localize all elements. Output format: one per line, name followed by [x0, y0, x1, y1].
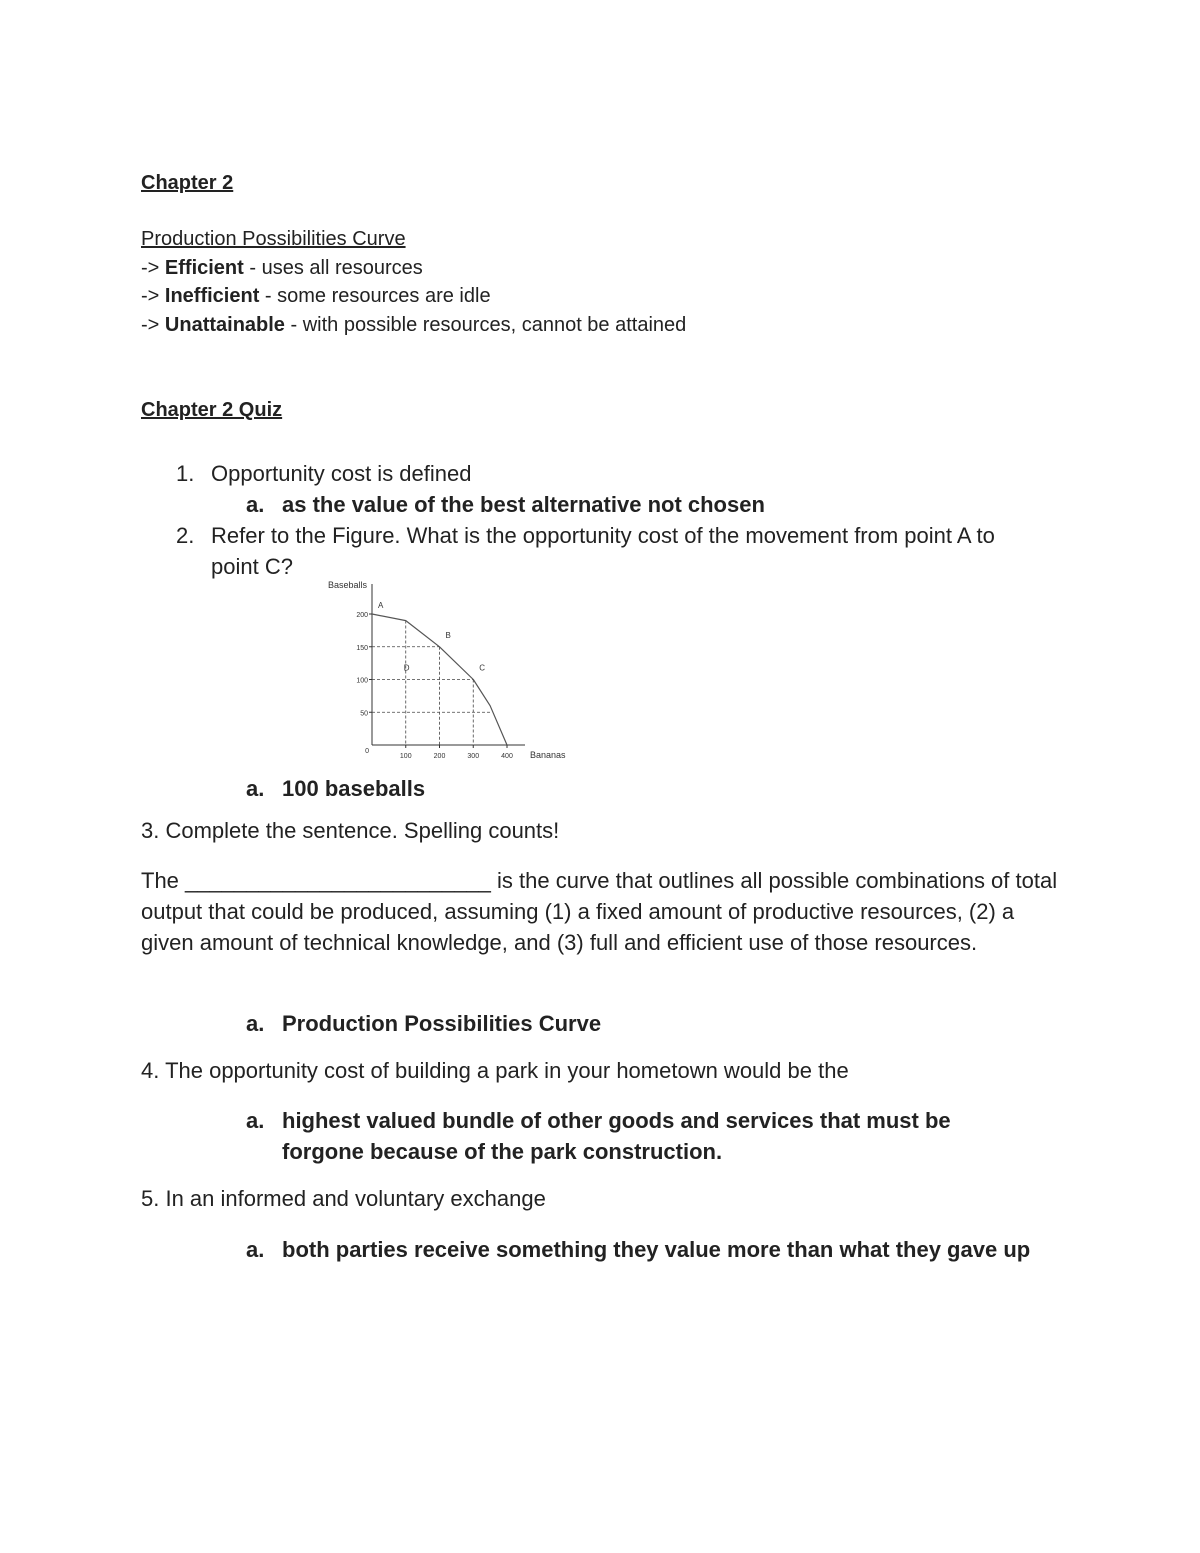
- x-tick-label: 300: [467, 753, 480, 760]
- origin-label: 0: [365, 748, 369, 755]
- quiz-title: Chapter 2 Quiz: [141, 399, 283, 421]
- chapter-title: Chapter 2: [141, 172, 234, 194]
- definition-term: Unattainable: [164, 314, 285, 336]
- x-tick-label: 100: [399, 753, 412, 760]
- y-tick-label: 50: [360, 710, 368, 718]
- question-2-number: 2.: [176, 523, 195, 548]
- y-tick-label: 200: [356, 612, 368, 619]
- ppc-chart: [320, 576, 580, 766]
- question-3-paragraph: The _________________________ is the curve that outlines all possible combinations of total output that could be produced, assuming (1) a fixed amount of productive resources, (2) a given amount of technical knowledge, and (3) full and efficient use of those resources.: [141, 868, 1058, 955]
- answer-3-letter: a.: [246, 1011, 265, 1036]
- arrow-glyph: ->: [141, 257, 160, 279]
- answer-4-letter: a.: [246, 1108, 265, 1133]
- y-tick-label: 150: [356, 644, 368, 652]
- answer-2-text: 100 baseballs: [282, 776, 426, 801]
- definition-text: - uses all resources: [243, 257, 423, 279]
- y-tick-label: 100: [356, 677, 368, 685]
- question-2-text-line-2: point C?: [211, 554, 293, 579]
- x-tick-label: 400: [501, 753, 513, 760]
- answer-5-letter: a.: [246, 1237, 265, 1262]
- definition-text: - some resources are idle: [259, 285, 491, 307]
- definition-unattainable: [141, 314, 686, 337]
- question-2-text-line-1: Refer to the Figure. What is the opportunity cost of the movement from point A to: [211, 523, 995, 548]
- question-5-text: 5. In an informed and voluntary exchange: [141, 1186, 546, 1211]
- answer-1-letter: a.: [246, 492, 265, 517]
- definition-efficient: [141, 257, 423, 280]
- point-label-a: A: [378, 601, 384, 610]
- y-axis-label: Baseballs: [328, 580, 368, 590]
- point-label-b: B: [445, 630, 451, 640]
- definition-term: Inefficient: [164, 285, 260, 307]
- question-1-text: Opportunity cost is defined: [211, 461, 472, 486]
- question-1-number: 1.: [176, 461, 195, 486]
- answer-3-text: Production Possibilities Curve: [282, 1011, 602, 1036]
- definition-text: - with possible resources, cannot be attained: [284, 314, 687, 336]
- definition-term: Efficient: [164, 257, 244, 279]
- question-4-text: 4. The opportunity cost of building a park in your hometown would be the: [141, 1058, 849, 1083]
- x-tick-label: 200: [433, 753, 446, 760]
- answer-2-letter: a.: [246, 776, 265, 801]
- section-title: Production Possibilities Curve: [141, 228, 406, 250]
- point-label-d: D: [403, 663, 410, 673]
- x-axis-label: Bananas: [530, 750, 566, 760]
- answer-1-text: as the value of the best alternative not chosen: [282, 492, 765, 517]
- point-label-c: C: [479, 663, 486, 673]
- arrow-glyph: ->: [141, 285, 160, 307]
- definition-inefficient: [141, 285, 491, 308]
- question-3-text: 3. Complete the sentence. Spelling counts!: [141, 818, 560, 843]
- answer-5-text: both parties receive something they value more than what they gave up: [282, 1237, 1031, 1262]
- arrow-glyph: ->: [141, 314, 160, 336]
- answer-4-text: highest valued bundle of other goods and services that must be forgone because of the park construction.: [282, 1108, 951, 1164]
